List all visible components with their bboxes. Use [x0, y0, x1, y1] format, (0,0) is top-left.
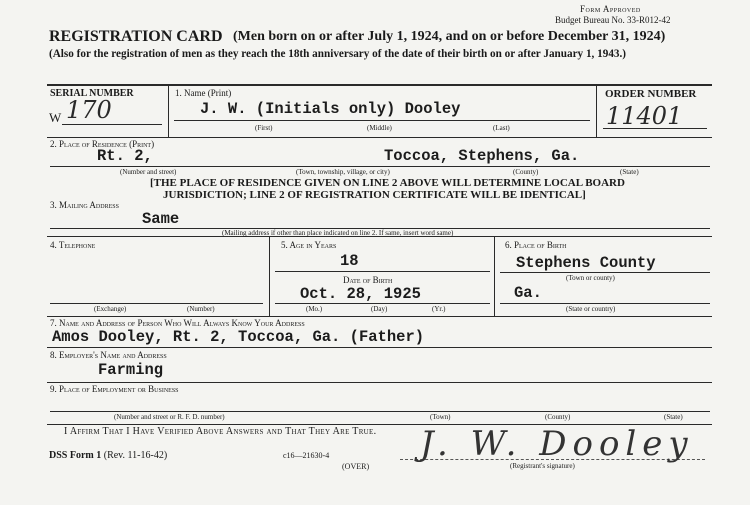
date-of-birth-label: Date of Birth [343, 275, 393, 285]
card-subtitle: (Also for the registration of men as they reach the 18th anniversary of the date of their birth on or after January 1, 1943.) [49, 48, 627, 60]
name-value: J. W. (Initials only) Dooley [200, 100, 461, 118]
dob-caption-day: (Day) [371, 305, 388, 313]
employment-caption-state: (State) [664, 413, 683, 421]
serial-prefix: W [49, 110, 62, 125]
contact-person-label: 7. Name and Address of Person Who Will Always Know Your Address [50, 318, 305, 328]
order-number-value: 11401 [606, 102, 683, 130]
card-title-eligibility: (Men born on or after July 1, 1924, and on or before December 31, 1924) [233, 29, 666, 44]
dob-caption-month: (Mo.) [306, 305, 323, 313]
form-approved: Form Approved [580, 4, 641, 14]
dob-caption-year: (Yr.) [432, 305, 446, 313]
employment-caption-county: (County) [545, 413, 571, 421]
mailing-address-value: Same [142, 210, 180, 228]
name-caption-first: (First) [255, 124, 273, 132]
registrant-signature: J. W. Dooley [420, 424, 694, 464]
residence-caption-town: (Town, township, village, or city) [296, 168, 390, 176]
employer-value: Farming [98, 361, 164, 379]
date-of-birth-value: Oct. 28, 1925 [300, 285, 421, 303]
employment-place-label: 9. Place of Employment or Business [50, 384, 179, 394]
residence-caption-county: (County) [513, 168, 539, 176]
order-number-label: ORDER NUMBER [605, 88, 697, 100]
birthplace-state-value: Ga. [514, 284, 542, 302]
form-number: DSS Form 1 (Rev. 11-16-42) [49, 450, 168, 461]
name-caption-middle: (Middle) [367, 124, 392, 132]
affirmation-text: I Affirm That I Have Verified Above Answers and That They Are True. [64, 426, 377, 437]
birthplace-caption-town: (Town or county) [566, 274, 615, 282]
serial-number-label: SERIAL NUMBER [50, 88, 134, 99]
serial-number-value: 170 [66, 96, 112, 124]
mailing-address-label: 3. Mailing Address [50, 200, 119, 210]
print-code: c16—21630-4 [283, 451, 330, 460]
age-label: 5. Age in Years [281, 240, 337, 250]
telephone-label: 4. Telephone [50, 240, 96, 250]
employment-caption-town: (Town) [430, 413, 451, 421]
age-value: 18 [340, 252, 359, 270]
employer-label: 8. Employer's Name and Address [50, 350, 167, 360]
card-title: REGISTRATION CARD [49, 28, 223, 45]
telephone-caption-exchange: (Exchange) [94, 305, 127, 313]
residence-label: 2. Place of Residence (Print) [50, 139, 155, 149]
over-note: (OVER) [342, 462, 370, 471]
birthplace-caption-state: (State or country) [566, 305, 616, 313]
place-of-birth-value: Stephens County [516, 254, 656, 272]
employment-caption-street: (Number and street or R. F. D. number) [114, 413, 225, 421]
signature-caption: (Registrant's signature) [510, 462, 575, 470]
mailing-address-caption: (Mailing address if other than place indicated on line 2. If same, insert word same) [222, 229, 454, 237]
bureau-number: Budget Bureau No. 33-R012-42 [555, 15, 671, 25]
residence-caption-street: (Number and street) [120, 168, 177, 176]
residence-caption-state: (State) [620, 168, 639, 176]
jurisdiction-notice-2: JURISDICTION; LINE 2 OF REGISTRATION CERTIFICATE WILL BE IDENTICAL] [163, 189, 586, 201]
residence-town: Toccoa, Stephens, Ga. [384, 147, 580, 165]
name-label: 1. Name (Print) [175, 88, 232, 98]
contact-person-value: Amos Dooley, Rt. 2, Toccoa, Ga. (Father) [52, 328, 425, 346]
place-of-birth-label: 6. Place of Birth [505, 240, 567, 250]
telephone-caption-number: (Number) [187, 305, 215, 313]
residence-street: Rt. 2, [97, 147, 153, 165]
jurisdiction-notice-1: [THE PLACE OF RESIDENCE GIVEN ON LINE 2 ABOVE WILL DETERMINE LOCAL BOARD [150, 177, 625, 189]
name-caption-last: (Last) [493, 124, 510, 132]
